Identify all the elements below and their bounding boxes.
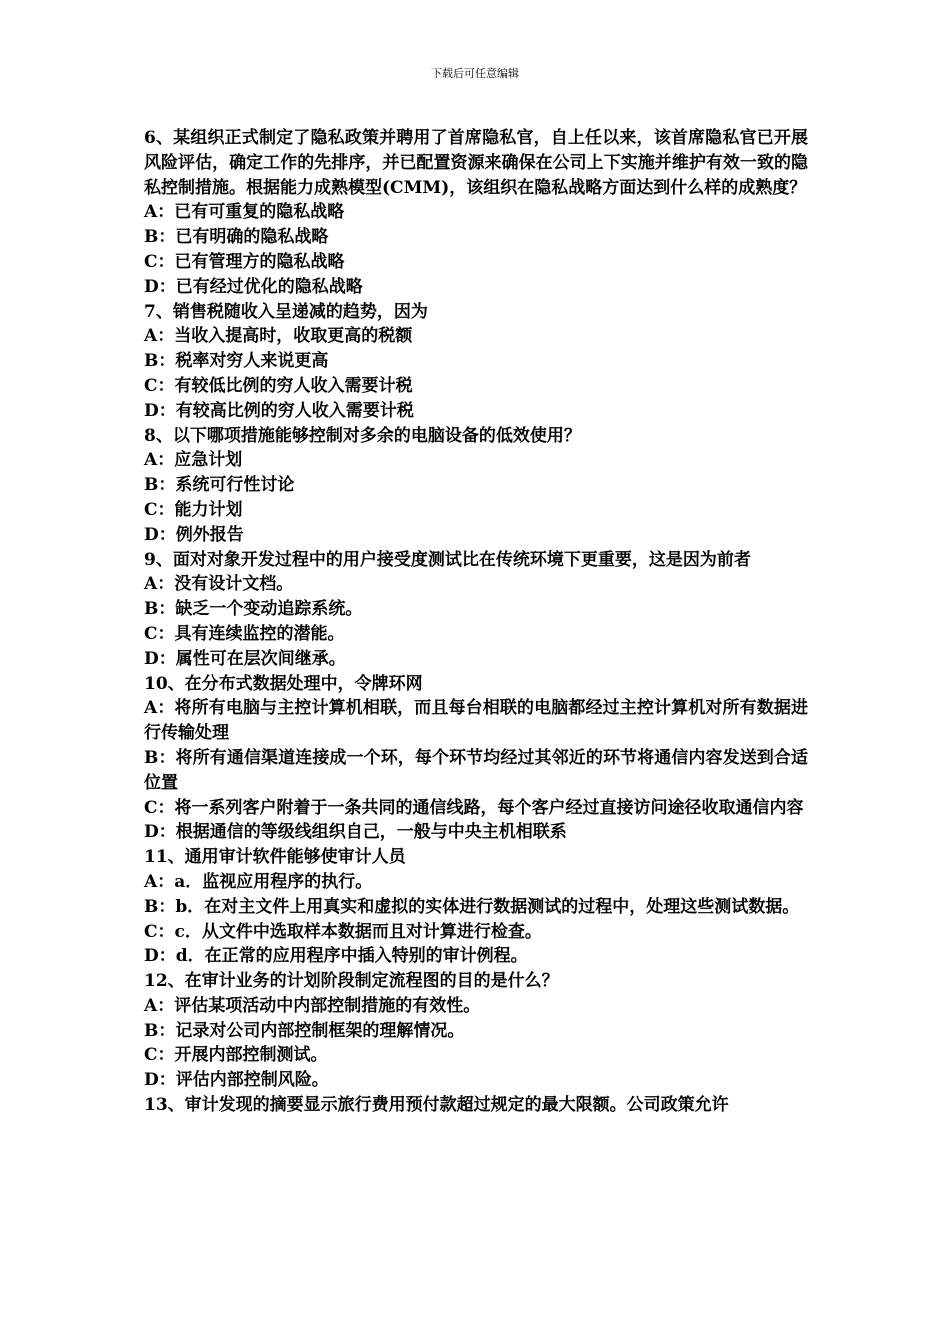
question-12: 12、在审计业务的计划阶段制定流程图的目的是什么？ xyxy=(144,971,559,992)
question-8-option-a: A：应急计划 xyxy=(144,450,243,471)
page-header-note: 下载后可任意编辑 xyxy=(431,67,519,80)
question-7-option-b: B：税率对穷人来说更高 xyxy=(144,351,329,372)
question-8: 8、以下哪项措施能够控制对多余的电脑设备的低效使用？ xyxy=(144,425,581,446)
question-11: 11、通用审计软件能够使审计人员 xyxy=(144,847,406,868)
question-12-option-b: B：记录对公司内部控制框架的理解情况。 xyxy=(144,1020,465,1041)
question-12-option-a: A：评估某项活动中内部控制措施的有效性。 xyxy=(144,995,481,1016)
question-6-option-c: C：已有管理方的隐私战略 xyxy=(144,251,345,272)
question-10-option-c: C：将一系列客户附着于一条共同的通信线路，每个客户经过直接访问途径收取通信内容 xyxy=(144,797,804,818)
question-7: 7、销售税随收入呈递减的趋势，因为 xyxy=(144,301,428,322)
question-9: 9、面对对象开发过程中的用户接受度测试比在传统环境下更重要，这是因为前者 xyxy=(144,549,751,570)
question-8-option-b: B：系统可行性讨论 xyxy=(144,475,295,496)
question-12-option-c: C：开展内部控制测试。 xyxy=(144,1045,328,1066)
question-10-option-a: A：将所有电脑与主控计算机相联，而且每台相联的电脑都经过主控计算机对所有数据进行传输处理 xyxy=(144,698,808,744)
question-11-option-b: B：b．在对主文件上用真实和虚拟的实体进行数据测试的过程中，处理这些测试数据。 xyxy=(144,896,800,917)
question-7-option-d: D：有较高比例的穷人收入需要计税 xyxy=(144,400,414,421)
question-9-option-c: C：具有连续监控的潜能。 xyxy=(144,623,345,644)
question-6-option-a: A：已有可重复的隐私战略 xyxy=(144,202,345,223)
question-13: 13、审计发现的摘要显示旅行费用预付款超过规定的最大限额。公司政策允许 xyxy=(144,1095,729,1116)
question-9-option-b: B：缺乏一个变动追踪系统。 xyxy=(144,599,363,620)
question-8-option-c: C：能力计划 xyxy=(144,499,243,520)
question-10-option-b: B：将所有通信渠道连接成一个环，每个环节均经过其邻近的环节将通信内容发送到合适位置 xyxy=(144,747,808,793)
question-11-option-a: A：a．监视应用程序的执行。 xyxy=(144,871,373,892)
question-6: 6、某组织正式制定了隐私政策并聘用了首席隐私官，自上任以来，该首席隐私官已开展风险评估，确定工作的先排序，并已配置资源来确保在公司上下实施并维护有效一致的隐私控制措施。根据能力成熟模型(CMM)，该组织在隐私战略方面达到什么样的成熟度？ xyxy=(144,128,808,198)
question-11-option-c: C：c．从文件中选取样本数据而且对计算进行检查。 xyxy=(144,921,542,942)
question-12-option-d: D：评估内部控制风险。 xyxy=(144,1070,329,1091)
question-10-option-d: D：根据通信的等级线组织自己，一般与中央主机相联系 xyxy=(144,822,567,843)
question-6-option-b: B：已有明确的隐私战略 xyxy=(144,227,329,248)
document-body xyxy=(144,126,808,1118)
question-11-option-d: D：d．在正常的应用程序中插入特别的审计例程。 xyxy=(144,946,528,967)
question-7-option-a: A：当收入提高时，收取更高的税额 xyxy=(144,326,413,347)
question-7-option-c: C：有较低比例的穷人收入需要计税 xyxy=(144,375,413,396)
question-9-option-d: D：属性可在层次间继承。 xyxy=(144,648,346,669)
question-10: 10、在分布式数据处理中，令牌环网 xyxy=(144,673,423,694)
question-8-option-d: D：例外报告 xyxy=(144,524,244,545)
question-9-option-a: A：没有设计文档。 xyxy=(144,574,294,595)
question-6-option-d: D：已有经过优化的隐私战略 xyxy=(144,276,363,297)
